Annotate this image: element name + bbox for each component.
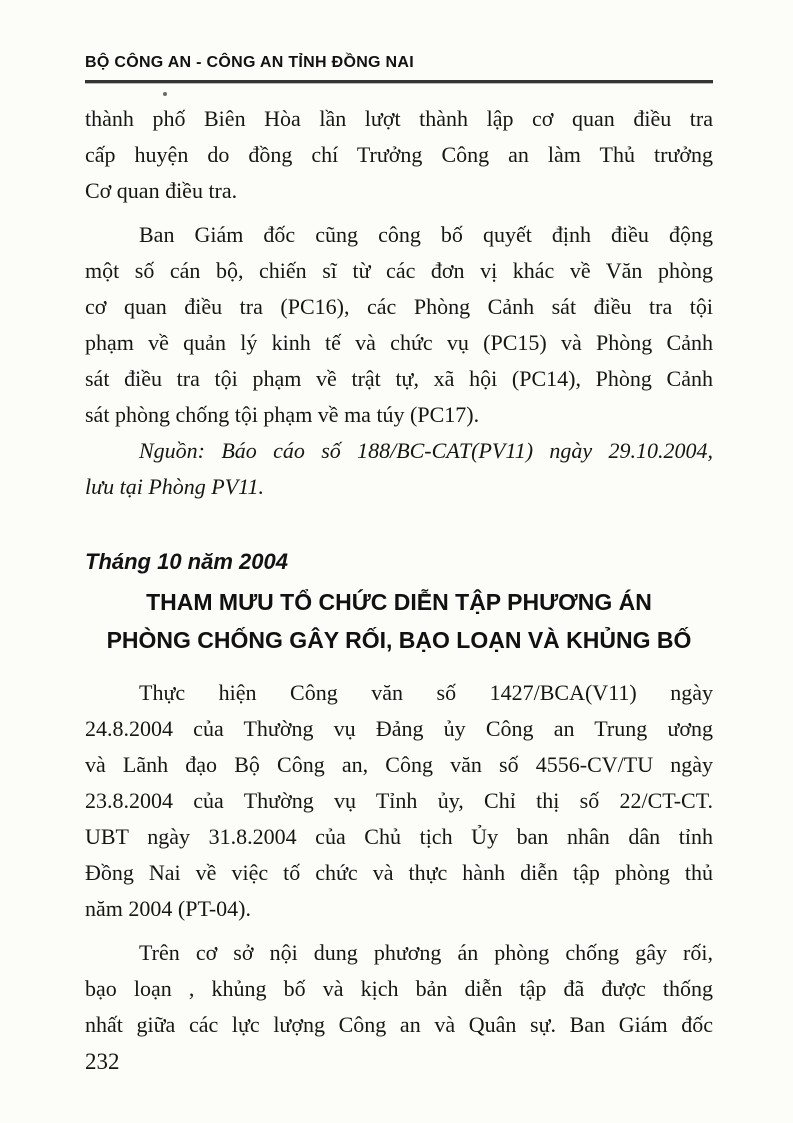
running-header: BỘ CÔNG AN - CÔNG AN TỈNH ĐỒNG NAI [85,54,415,71]
scan-artifact-dot [163,92,167,96]
page-body [85,101,713,1077]
text-line: và Lãnh đạo Bộ Công an, Công văn số 4556-CV/TU ngày [85,752,713,777]
text-line: bạo loạn , khủng bố và kịch bản diễn tập đã được thống [85,976,713,1001]
text-line: UBT ngày 31.8.2004 của Chủ tịch Ủy ban nhân dân tỉnh [85,824,713,849]
text-line: cấp huyện do đồng chí Trưởng Công an làm Thủ trưởng [85,142,713,167]
text-line: nhất giữa các lực lượng Công an và Quân sự. Ban Giám đốc [85,1012,713,1037]
text-line: sát phòng chống tội phạm về ma túy (PC17). [85,402,480,427]
text-line: Đồng Nai về việc tố chức và thực hành diễn tập phòng thủ [85,860,713,885]
page-number: 232 [85,1049,120,1074]
section-title-line-2: PHÒNG CHỐNG GÂY RỐI, BẠO LOẠN VÀ KHỦNG BỐ [106,627,692,653]
text-line: năm 2004 (PT-04). [85,896,252,921]
paragraph-plan-basis [85,935,713,1043]
text-line: Cơ quan điều tra. [85,178,238,203]
text-line: một số cán bộ, chiến sĩ từ các đơn vị khác về Văn phòng [85,258,713,283]
source-citation [85,433,713,505]
text-line: 24.8.2004 của Thường vụ Đảng ủy Công an Trung ương [85,716,713,741]
section-date-heading: Tháng 10 năm 2004 [85,549,288,574]
text-line: sát điều tra tội phạm về trật tự, xã hội (PC14), Phòng Cảnh [85,366,713,391]
text-line: phạm về quản lý kinh tế và chức vụ (PC15) và Phòng Cảnh [85,330,713,355]
text-line: Thực hiện Công văn số 1427/BCA(V11) ngày [139,680,713,705]
paragraph-continuation [85,101,713,209]
text-line: 23.8.2004 của Thường vụ Tỉnh ủy, Chỉ thị số 22/CT-CT. [85,788,713,813]
section-title [85,583,713,659]
text-line: cơ quan điều tra (PC16), các Phòng Cảnh sát điều tra tội [85,294,713,319]
text-line: lưu tại Phòng PV11. [85,474,265,499]
section-title-line-1: THAM MƯU TỔ CHỨC DIỄN TẬP PHƯƠNG ÁN [146,589,652,615]
text-line: Nguồn: Báo cáo số 188/BC-CAT(PV11) ngày 29.10.2004, [139,438,713,463]
paragraph-directives [85,675,713,927]
paragraph-appointments [85,217,713,433]
text-line: thành phố Biên Hòa lần lượt thành lập cơ quan điều tra [85,106,713,131]
text-line: Trên cơ sở nội dung phương án phòng chống gây rối, [139,940,713,965]
text-line: Ban Giám đốc cũng công bố quyết định điều động [139,222,713,247]
header-rule [85,80,713,83]
